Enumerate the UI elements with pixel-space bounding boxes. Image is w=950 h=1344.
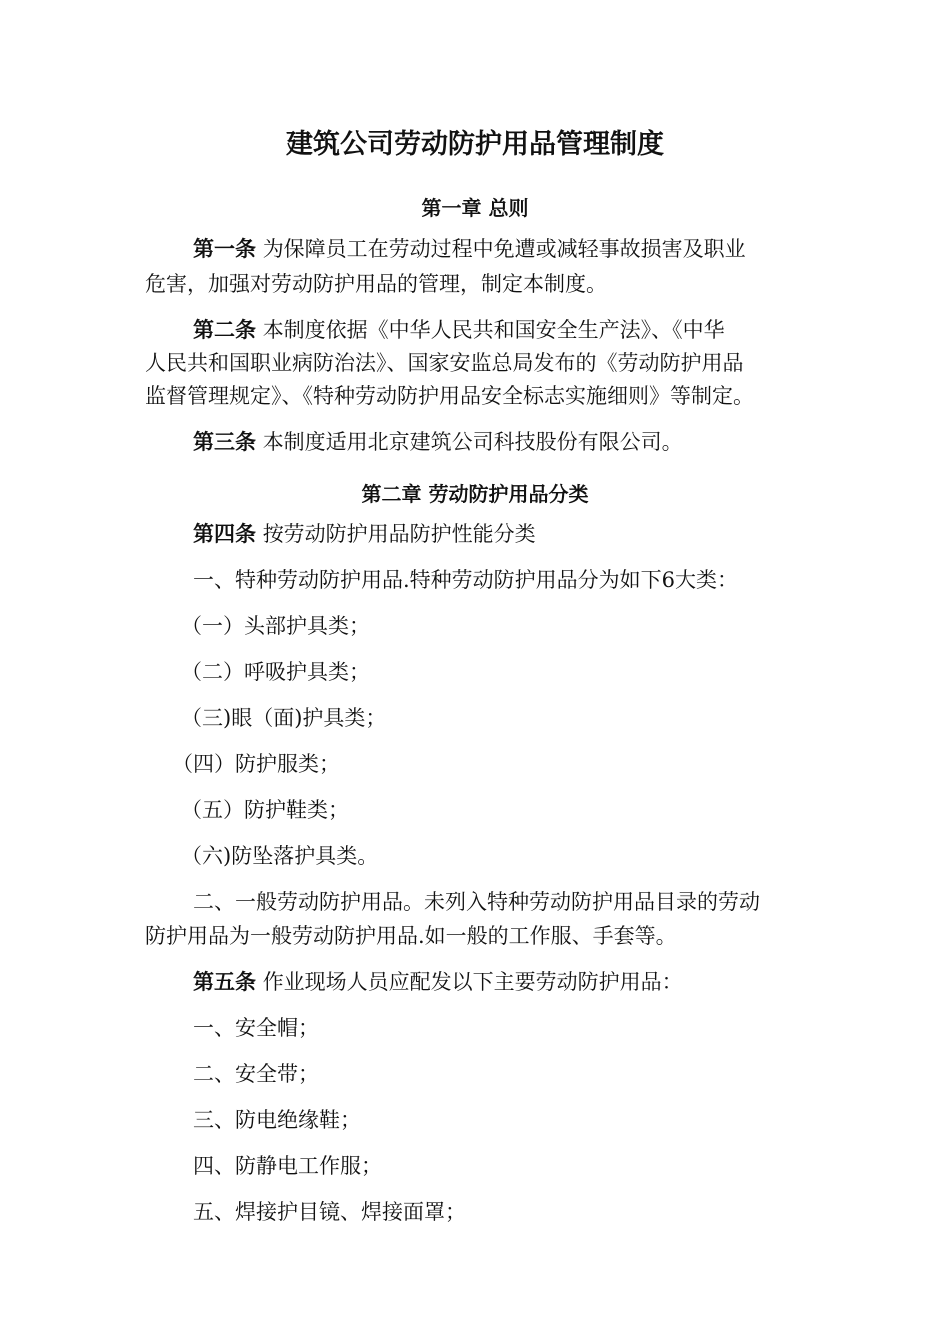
chapter-2-heading: 第二章 劳动防护用品分类	[361, 482, 589, 506]
article-3-line	[193, 430, 683, 455]
special-ppe-item: （三)眼（面)护具类；	[181, 706, 387, 730]
article-4-text: 按劳动防护用品防护性能分类	[262, 522, 536, 546]
article-2-text: 本制度依据《中华人民共和国安全生产法》、《中华	[262, 318, 725, 342]
site-ppe-item: 二、安全带；	[193, 1062, 319, 1086]
article-1-text: 为保障员工在劳动过程中免遭或减轻事故损害及职业	[262, 237, 746, 261]
special-ppe-item: （一）头部护具类；	[181, 614, 370, 638]
article-2-line-3: 监督管理规定》、《特种劳动防护用品安全标志实施细则》等制定。	[145, 384, 754, 408]
article-2-label: 第二条	[193, 318, 256, 342]
special-ppe-intro: 一、特种劳动防护用品.特种劳动防护用品分为如下6大类：	[193, 568, 739, 592]
special-ppe-item: （五）防护鞋类；	[181, 798, 349, 822]
article-3-label: 第三条	[193, 430, 256, 454]
article-1-label: 第一条	[193, 237, 256, 261]
general-ppe-line-2: 防护用品为一般劳动防护用品.如一般的工作服、手套等。	[145, 924, 677, 948]
article-2-line-1	[193, 318, 725, 343]
article-4-label: 第四条	[193, 522, 256, 546]
article-5-label: 第五条	[193, 970, 256, 994]
article-1-line-1	[193, 237, 746, 262]
article-4-line	[193, 522, 536, 547]
chapter-1-heading: 第一章 总则	[421, 196, 529, 220]
special-ppe-item: （四）防护服类；	[172, 752, 340, 776]
article-5-text: 作业现场人员应配发以下主要劳动防护用品：	[262, 970, 683, 994]
site-ppe-item: 一、安全帽；	[193, 1016, 319, 1040]
special-ppe-item: （六)防坠落护具类。	[181, 844, 379, 868]
article-1-line-2: 危害，加强对劳动防护用品的管理，制定本制度。	[145, 272, 607, 296]
special-ppe-item: （二）呼吸护具类；	[181, 660, 370, 684]
article-5-line	[193, 970, 683, 995]
site-ppe-item: 三、防电绝缘鞋；	[193, 1108, 361, 1132]
article-2-line-2: 人民共和国职业病防治法》、国家安监总局发布的《劳动防护用品	[145, 351, 744, 375]
document-title: 建筑公司劳动防护用品管理制度	[286, 129, 664, 160]
site-ppe-item: 五、焊接护目镜、焊接面罩；	[193, 1200, 466, 1224]
article-3-text: 本制度适用北京建筑公司科技股份有限公司。	[262, 430, 683, 454]
general-ppe-line-1: 二、一般劳动防护用品。未列入特种劳动防护用品目录的劳动	[193, 890, 760, 914]
site-ppe-item: 四、防静电工作服；	[193, 1154, 382, 1178]
